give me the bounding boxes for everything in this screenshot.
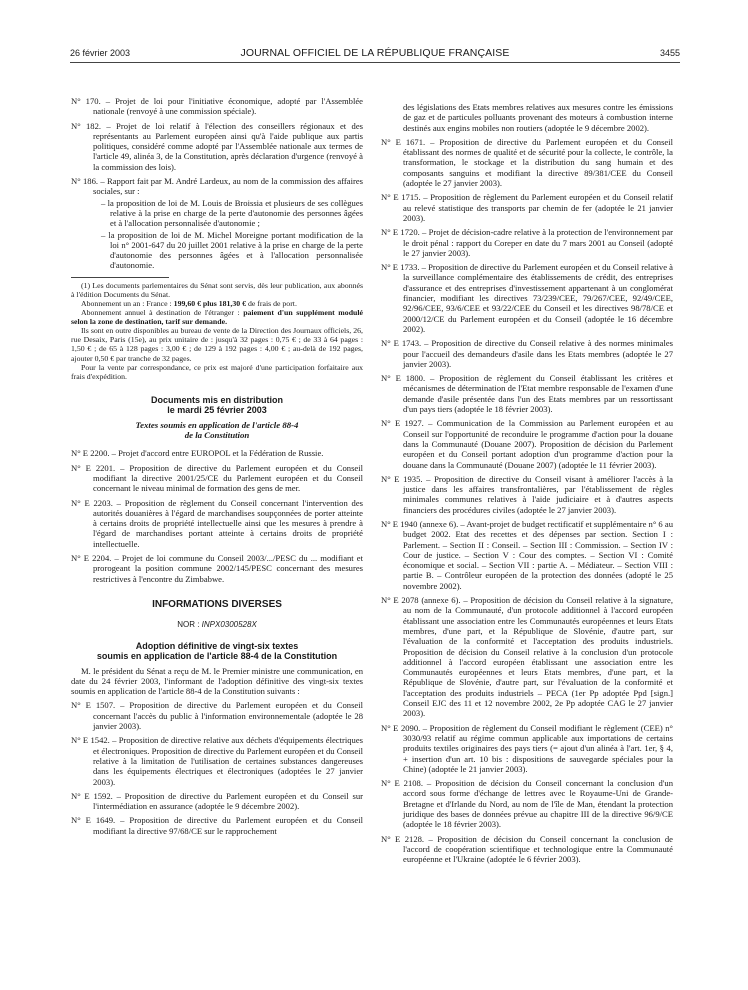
list-item [71, 96, 363, 117]
entry-text: – Rapport fait par M. André Lardeux, au nom de la commission des affaires sociales, sur : [93, 176, 363, 197]
entry-text: (annexe 6). – Proposition de décision du Conseil relative à la signature, au nom de la Communauté, d'un protocole additionnel à l'accord européen établissant une association entre les Communautés européennes et leurs Etats membres, d'une part, et la République de Slovénie, d'autre part, sur l'évaluation de la conformité et l'acceptation des produits industriels. Proposition de décision du Conseil relative à la conclusion d'un protocole additionnel à l'accord européen établissant une association entre les Communautés européennes et leurs Etats membres, d'une part, et la République de Slovénie, d'autre part, sur l'évaluation de la conformité et l'acceptation des produits industriels – PECA (1er Pp adoptée Ppd [sign.] Conseil EJC des 11 et 12 novembre 2002, 2e Pp adoptée CAG le 27 janvier 2003). [403, 595, 673, 719]
entry-number: N° E 1940 [381, 518, 418, 529]
list-item [381, 418, 673, 469]
list-item [381, 474, 673, 515]
list-item [381, 137, 673, 188]
footnote: (1) Les documents parlementaires du Sénat sont servis, dès leur publication, aux abonnés à l'édition Documents du Sénat. [71, 280, 363, 299]
list-item [71, 121, 363, 172]
list-item [381, 192, 673, 223]
section-heading [71, 641, 363, 662]
entry-number: N° E 1720. [381, 227, 420, 238]
header-date: 26 février 2003 [70, 48, 131, 58]
footnote-divider [71, 277, 169, 278]
section-heading [71, 395, 363, 416]
list-item [381, 723, 673, 774]
entry-text: – Proposition de règlement du Conseil établissant les critères et mécanismes de détermination de l'Etat membre responsable de l'examen d'une demande d'asile présentée dans l'un des Etats membres par un ressortissant d'un pays tiers (adoptée le 18 février 2003). [403, 373, 673, 415]
entry-number: N° E 2078 [381, 595, 419, 606]
entry-text: – Projet de loi pour l'initiative économique, adopté par l'Assemblée nationale (renvoyé à une commission spéciale). [93, 96, 363, 117]
entry-number: N° E 2128. [381, 833, 425, 844]
subsection-heading [71, 420, 363, 441]
list-item [71, 791, 363, 812]
entry-text: – Proposition de décision du Conseil concernant la conclusion de l'accord de coopération scientifique et technologique entre la Communauté européenne et l'Ukraine (adoptée le 6 février 2003). [403, 833, 673, 865]
journal-title: JOURNAL OFFICIEL DE LA RÉPUBLIQUE FRANÇAISE [240, 47, 510, 59]
list-item [381, 338, 673, 369]
entry-text: – Proposition de directive du Parlement européen et du Conseil sur l'intermédiation en assurance (adoptée le 9 décembre 2002). [93, 790, 363, 812]
list-item [381, 262, 673, 334]
entry-text: – Proposition de règlement du Parlement européen et du Conseil relatif au relevé statistique des transports par chemin de fer (adoptée le 21 janvier 2003). [403, 192, 673, 223]
entry-number: N° E 1927. [381, 418, 424, 429]
entry-number: N° E 2090. [381, 722, 421, 733]
list-item [71, 815, 363, 836]
note-text: de frais de port. [246, 298, 297, 308]
entry-text: – Projet de décision-cadre relative à la protection de l'environnement par le droit pénal : rapport du Coreper en date du 7 mars 2001 au Conseil (adopté le 27 janvier 2003). [403, 227, 674, 258]
nor-reference [71, 620, 363, 630]
footnote: Pour la vente par correspondance, ce prix est majoré d'une participation forfaitaire aux frais d'expédition. [71, 362, 363, 381]
entry-number: N° E 2204. [71, 553, 112, 564]
entry-number: N° E 1715. [381, 192, 421, 203]
entry-number: N° E 1507. [71, 700, 116, 711]
entry-number: N° E 1592. [71, 790, 113, 801]
list-item [71, 176, 363, 197]
nor-label: NOR : [177, 620, 202, 630]
entry-text: (annexe 6). – Avant-projet de budget rectificatif et supplémentaire n° 6 au budget 2002. Etat des recettes et des dépenses par section. Section I : Parlement. – Section II : Conseil. – Section III : Commission. – Section IV : Cour de justice. – Section V : Cour des comptes. – Section VI : Comité économique et social. – Section VII : partie A. – Médiateur. – Section VIII : partie B. – Contrôleur européen de la protection des données (adopté le 25 novembre 2002). [403, 518, 673, 591]
entry-text: – Projet de loi commune du Conseil 2003/.../PESC du ... modifiant et prorogeant la position commune 2002/145/PESC concernant des mesures restrictives à l'encontre du Zimbabwe. [93, 553, 363, 584]
entry-text: – Proposition de directive du Parlement européen et du Conseil modifiant la directive 2001/25/CE du Parlement européen et du Conseil concernant le niveau minimal de formation des gens de mer. [93, 462, 363, 494]
entry-number: N° 186. [71, 176, 99, 187]
entry-number: N° E 2200. [71, 448, 110, 459]
footnote [71, 308, 363, 326]
entry-text: – Communication de la Commission au Parlement européen et au Conseil sur l'opportunité de reconduire le programme d'action pour la douane dans la Communauté (Douane 2007). Proposition de décision du Parlement européen et du Conseil portant adoption d'un programme d'action pour la douane dans la Communauté (Douane 2007) (adoptée le 11 février 2003). [403, 418, 673, 470]
list-item [71, 463, 363, 494]
entry-text: – Proposition de directive du Parlement européen et du Conseil établissant des normes de qualité et de sécurité pour la collecte, le contrôle, la transformation, le stockage et la distribution du sang humain et des composants sanguins et modifiant la directive 89/381/CEE du Conseil (adoptée le 27 janvier 2003). [403, 136, 673, 189]
entry-number: N° E 2203. [71, 497, 113, 508]
note-text: Abonnement un an : France : [81, 298, 174, 308]
heading-line: Documents mis en distribution [150, 394, 283, 405]
note-price: 199,60 € plus 181,30 € [173, 298, 247, 308]
entry-text: – Proposition de règlement du Conseil modifiant le règlement (CEE) n° 3030/93 relatif au régime commun applicable aux importations de certains produits textiles originaires des pays tiers (= ajout d'un alinéa à l'art. 1er, § 4, + insertion d'un art. 10 bis : dispositions de sauvegarde spéciales pour la Chine) (adoptée le 21 janvier 2003). [403, 722, 673, 774]
entry-number: N° E 1935. [381, 473, 423, 484]
entry-number: N° E 1743. [381, 338, 422, 349]
entry-text: – Proposition de règlement du Conseil concernant l'intervention des autorités douanières à l'égard de marchandises soupçonnées de porter atteinte à certains droits de propriété intellectuelle ainsi que les mesures à prendre à l'égard de marchandises portant atteinte à certains droits de propriété intellectuelle. [93, 497, 364, 549]
list-item [71, 553, 363, 584]
list-item [71, 498, 363, 549]
sub-item: – la proposition de loi de M. Michel Moreigne portant modification de la loi n° 2001-647 du 20 juillet 2001 relative à la prise en charge de la perte d'autonomie des personnes âgées et à l'allocation personnalisée d'autonomie. [101, 229, 363, 271]
entry-number: N° E 1800. [381, 373, 426, 384]
list-item [71, 700, 363, 731]
entry-number: N° E 2201. [71, 462, 116, 473]
entry-number: N° E 1671. [381, 136, 426, 147]
list-item [381, 595, 673, 719]
paragraph: M. le président du Sénat a reçu de M. le Premier ministre une communication, en date du 24 février 2003, l'informant de l'adoption définitive des vingt-six textes soumis en application de l'article 88-4 de la Constitution suivants : [71, 665, 363, 697]
list-item-continued: des législations des Etats membres relatives aux mesures contre les émissions de gaz et de particules polluants provenant des moteurs à combustion interne destinés aux engins mobiles non routiers (adoptée le 9 décembre 2002). [403, 102, 673, 133]
entry-number: N° E 1649. [71, 815, 116, 826]
heading-line: Adoption définitive de vingt-six textes [135, 640, 299, 651]
entry-text: – Proposition de directive du Conseil relative à des normes minimales pour l'accueil des demandeurs d'asile dans les Etats membres (adoptée le 27 janvier 2003). [403, 338, 673, 369]
note-bold: paiement d'un supplément modulé selon la zone de destination, tarif sur demande. [71, 308, 363, 327]
entry-number: N° E 2108. [381, 778, 424, 789]
heading-line: soumis en application de l'article 88-4 de la Constitution [96, 651, 338, 662]
heading-line: le mardi 25 février 2003 [167, 405, 267, 416]
list-item [71, 448, 363, 458]
entry-text: – Proposition de directive du Parlement européen et du Conseil relative à la surveillance complémentaire des établissements de crédit, des entreprises d'assurance et des entreprises d'investissement appartenant à un conglomérat financier, modifiant les directives 73/239/CEE, 79/267/CEE, 92/49/CEE, 92/96/CEE, 93/6/CEE et 93/22/CEE du Conseil et les directives 98/78/CE et 2000/12/CE du Parlement européen et du Conseil (adoptée le 16 décembre 2002). [403, 262, 673, 334]
entry-number: N° E 1733. [381, 262, 420, 273]
entry-number: N° E 1542. [71, 735, 110, 746]
list-item [381, 227, 673, 258]
left-column [71, 96, 363, 840]
list-item [71, 735, 363, 786]
entry-text: – Proposition de directive du Parlement européen et du Conseil concernant l'accès du public à l'information environnementale (adoptée le 28 janvier 2003). [93, 700, 363, 732]
section-heading: INFORMATIONS DIVERSES [152, 598, 282, 610]
entry-text: – Proposition de directive relative aux déchets d'équipements électriques et électroniques. Proposition de directive du Parlement européen et du Conseil relative à la limitation de l'utilisation de certaines substances dangereuses dans les équipements électriques et électroniques (adoptées le 27 janvier 2003). [93, 735, 363, 787]
heading-line: de la Constitution [184, 430, 250, 441]
note-text: Abonnement annuel à destination de l'étranger : [81, 308, 244, 318]
sub-item: – la proposition de loi de M. Louis de Broissia et plusieurs de ses collègues relative à la prise en charge de la perte d'autonomie des personnes âgées et à l'allocation personnalisée d'autonomie ; [101, 197, 363, 229]
entry-text: – Projet de loi relatif à l'élection des conseillers régionaux et des représentants au Parlement européen ainsi qu'à l'aide publique aux partis politiques, considéré comme adopté par l'Assemblée nationale aux termes de l'article 49, alinéa 3, de la Constitution, après déclaration d'urgence (renvoyé à la commission des lois). [93, 120, 363, 172]
list-item [381, 834, 673, 865]
list-item [381, 373, 673, 414]
entry-text: – Proposition de décision du Conseil concernant la conclusion d'un accord sous forme d'échange de lettres avec le Royaume-Uni de Grande-Bretagne et d'Irlande du Nord, au nom de l'île de Man, étendant la protection juridique des bases de données prévue au chapitre III de la directive 96/9/CE (adoptée le 18 février 2003). [403, 778, 673, 830]
entry-number: N° 182. [71, 120, 102, 131]
entry-number: N° 170. [71, 96, 101, 106]
right-column [381, 102, 673, 868]
footnote: Ils sont en outre disponibles au bureau de vente de la Direction des Journaux officiels, 26, rue Desaix, Paris (15e), au prix unitaire de : jusqu'à 32 pages : 0,75 € ; de 33 à 64 pages : 1,50 € ; de 65 à 128 pages : 3,00 € ; de 129 à 192 pages : 4,00 € ; au-delà de 192 pages, ajouter 0,50 € par tranche de 32 pages. [71, 326, 363, 363]
list-item [381, 778, 673, 829]
footnote [71, 299, 363, 308]
entry-text: – Proposition de directive du Conseil visant à améliorer l'accès à la justice dans les affaires transfrontalières, par l'établissement de règles minimales communes relatives à l'aide judiciaire et à d'autres aspects financiers des procédures civiles (adoptée le 27 janvier 2003). [403, 473, 673, 515]
page-number: 3455 [659, 48, 680, 58]
page-header [70, 48, 680, 63]
entry-text: – Projet d'accord entre EUROPOL et la Fédération de Russie. [109, 448, 324, 459]
heading-line: Textes soumis en application de l'article 88-4 [135, 419, 299, 430]
entry-text: – Proposition de directive du Parlement européen et du Conseil modifiant la directive 97/68/CE sur le rapprochement [93, 815, 363, 836]
list-item [381, 519, 673, 591]
nor-code: INPX0300528X [201, 620, 257, 630]
